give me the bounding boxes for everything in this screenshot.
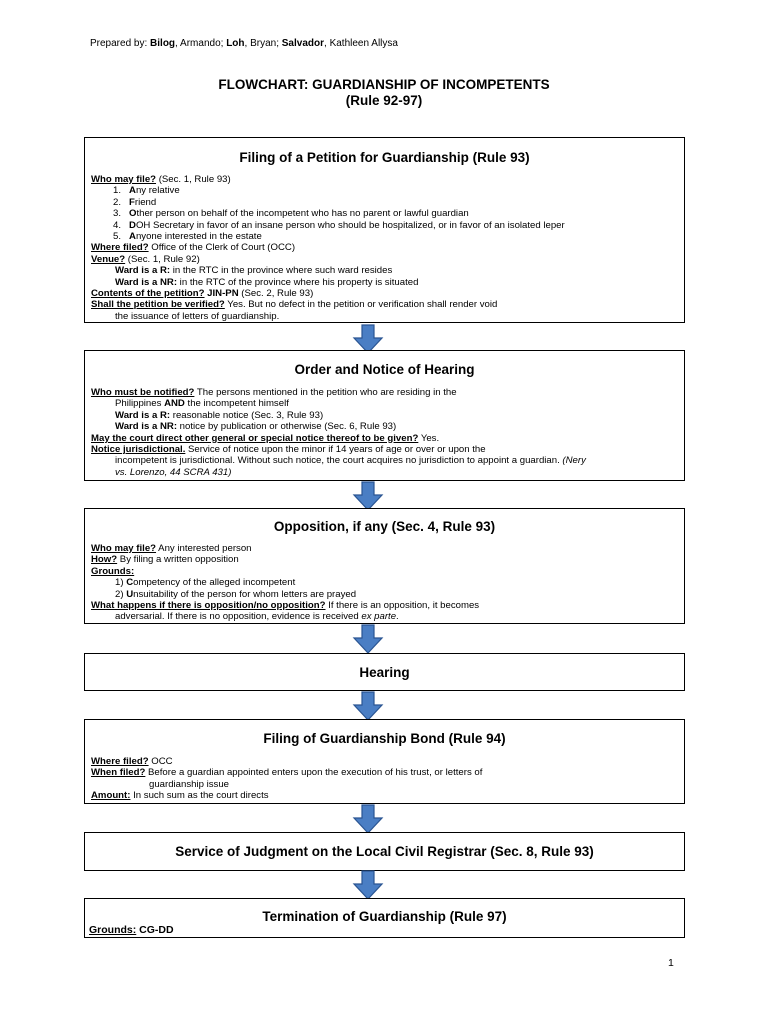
how-line: How? By filing a written opposition (91, 554, 239, 566)
when-filed-line: When filed? Before a guardian appointed enters upon the execution of his trust, or letters of (91, 767, 483, 779)
judgment-box-title: Service of Judgment on the Local Civil Registrar (Sec. 8, Rule 93) (175, 844, 594, 859)
title-line-2: (Rule 92-97) (345, 93, 423, 108)
down-arrow-icon (352, 870, 384, 900)
petition-box-title: Filing of a Petition for Guardianship (Rule 93) (239, 150, 530, 165)
where-filed-line: Where filed? Office of the Clerk of Court (OCC) (91, 242, 296, 254)
termination-box-title: Termination of Guardianship (Rule 97) (262, 909, 507, 924)
opposition-box (84, 508, 685, 624)
opposition-outcome-cont: adversarial. If there is no opposition, evidence is received ex parte. (115, 611, 399, 623)
bond-box (84, 719, 685, 804)
grounds-line: Grounds: CG-DD (89, 924, 174, 936)
who-may-file-line: Who may file? Any interested person (91, 543, 252, 554)
page-number: 1 (668, 957, 674, 969)
case-citation: vs. Lorenzo, 44 SCRA 431) (115, 466, 232, 478)
notice-box (84, 350, 685, 481)
venue-line: Venue? (Sec. 1, Rule 92) (91, 253, 200, 265)
list-item: 2. Friend (112, 196, 157, 208)
amount-line: Amount: In such sum as the court directs (91, 790, 269, 802)
when-filed-cont: guardianship issue (149, 778, 230, 790)
grounds-label: Grounds: (91, 565, 135, 577)
ward-nonresident-line: Ward is a NR: notice by publication or otherwise (Sec. 6, Rule 93) (115, 421, 397, 433)
ward-resident-line: Ward is a R: in the RTC in the province where such ward resides (115, 265, 393, 277)
title-line-1: FLOWCHART: GUARDIANSHIP OF INCOMPETENTS (218, 77, 550, 92)
bond-box-title: Filing of Guardianship Bond (Rule 94) (263, 731, 506, 746)
who-notified-line: Who must be notified? The persons mentioned in the petition who are residing in the (91, 387, 457, 398)
ground-item: 2) Unsuitability of the person for whom letters are prayed (115, 588, 357, 600)
list-item: 1. Any relative (112, 185, 180, 197)
contents-line: Contents of the petition? JIN-PN (Sec. 2, Rule 93) (91, 288, 314, 300)
down-arrow-icon (352, 624, 384, 654)
ground-item: 1) Competency of the alleged incompetent (115, 577, 296, 589)
list-item: 5. Anyone interested in the estate (112, 231, 262, 243)
ward-resident-line: Ward is a R: reasonable notice (Sec. 3, Rule 93) (115, 409, 324, 421)
hearing-box-title: Hearing (359, 665, 410, 680)
ward-nonresident-line: Ward is a NR: in the RTC of the province where his property is situated (115, 276, 419, 288)
down-arrow-icon (352, 691, 384, 721)
notice-jurisdictional-line: Notice jurisdictional. Service of notice upon the minor if 14 years of age or over or upon the (91, 444, 486, 456)
who-notified-line-cont: Philippines AND the incompetent himself (115, 398, 289, 410)
document-title (0, 77, 768, 109)
down-arrow-icon (352, 481, 384, 511)
verified-line-cont: the issuance of letters of guardianship. (115, 310, 280, 322)
prepared-by-line: Prepared by: Bilog, Armando; Loh, Bryan; Salvador, Kathleen Allysa (90, 38, 398, 49)
termination-box (84, 898, 685, 938)
list-item: 3. Other person on behalf of the incompetent who has no parent or lawful guardian (112, 208, 469, 220)
where-filed-line: Where filed? OCC (91, 756, 173, 767)
down-arrow-icon (352, 804, 384, 834)
hearing-box (84, 653, 685, 691)
petition-box (84, 137, 685, 323)
list-item: 4. DOH Secretary in favor of an insane person who should be hospitalized, or in favor of an isolated leper (112, 219, 565, 231)
who-may-file-line: Who may file? (Sec. 1, Rule 93) (91, 174, 231, 185)
judgment-box (84, 832, 685, 871)
other-notice-line: May the court direct other general or special notice thereof to be given? Yes. (91, 432, 440, 444)
notice-box-title: Order and Notice of Hearing (294, 362, 475, 377)
opposition-box-title: Opposition, if any (Sec. 4, Rule 93) (273, 519, 496, 534)
opposition-outcome-line: What happens if there is opposition/no opposition? If there is an opposition, it becomes (91, 600, 480, 612)
notice-jurisdictional-cont: incompetent is jurisdictional. Without such notice, the court acquires no jurisdiction to appoint a guardian. (Nery (115, 455, 586, 467)
verified-line: Shall the petition be verified? Yes. But no defect in the petition or verification shall render void (91, 299, 498, 311)
